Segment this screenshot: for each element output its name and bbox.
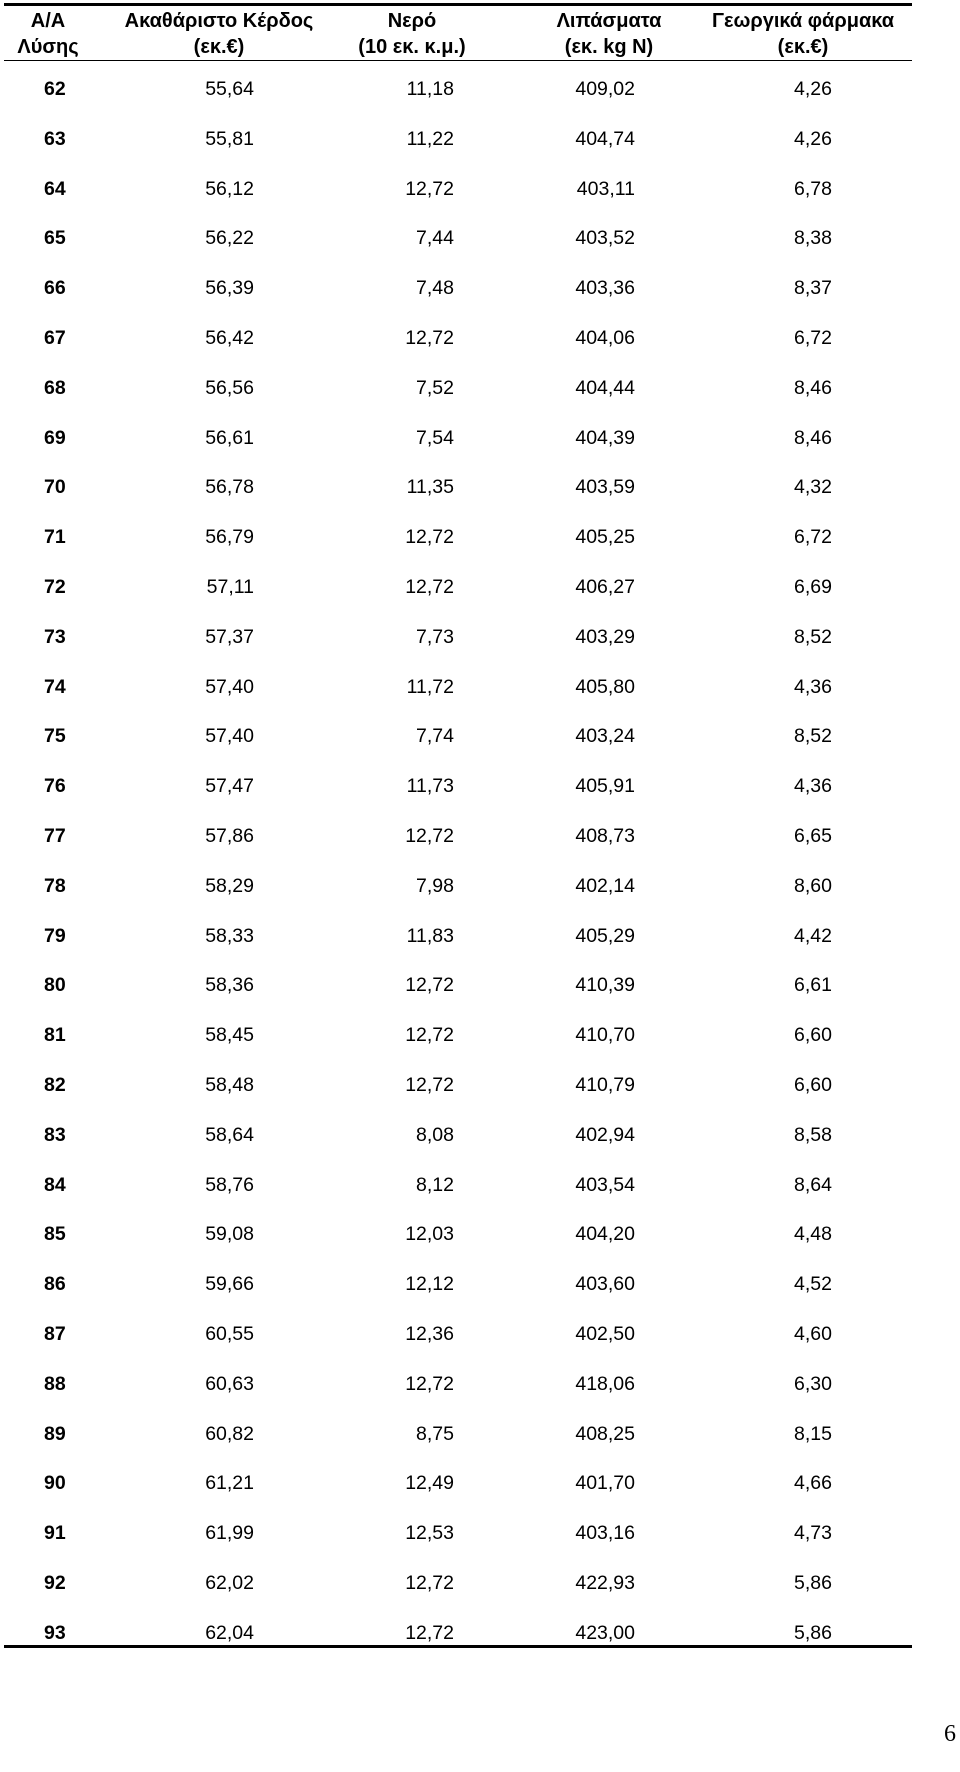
- cell-solution-id: 73: [44, 625, 66, 648]
- cell-fertilizers: 402,94: [575, 1123, 635, 1146]
- cell-pesticides: 8,46: [794, 426, 832, 449]
- cell-solution-id: 86: [44, 1273, 66, 1296]
- cell-fertilizers: 405,29: [575, 924, 635, 947]
- cell-gross-profit: 57,47: [205, 775, 254, 798]
- cell-solution-id: 74: [44, 675, 66, 698]
- cell-pesticides: 8,58: [794, 1123, 832, 1146]
- cell-fertilizers: 401,70: [575, 1472, 635, 1495]
- cell-fertilizers: 403,59: [575, 476, 635, 499]
- cell-gross-profit: 56,12: [205, 177, 254, 200]
- cell-water: 7,52: [416, 376, 454, 399]
- cell-pesticides: 6,72: [794, 526, 832, 549]
- cell-solution-id: 84: [44, 1173, 66, 1196]
- cell-gross-profit: 56,78: [205, 476, 254, 499]
- table-row: [4, 73, 912, 123]
- cell-solution-id: 81: [44, 1024, 66, 1047]
- cell-solution-id: 82: [44, 1073, 66, 1096]
- table-row: [4, 1517, 912, 1567]
- cell-pesticides: 4,66: [794, 1472, 832, 1495]
- cell-solution-id: 67: [44, 326, 66, 349]
- cell-solution-id: 88: [44, 1372, 66, 1395]
- cell-fertilizers: 409,02: [575, 78, 635, 100]
- cell-fertilizers: 403,16: [575, 1522, 635, 1545]
- cell-solution-id: 87: [44, 1322, 66, 1345]
- cell-pesticides: 4,26: [794, 127, 832, 150]
- table-top-rule: [4, 3, 912, 6]
- cell-pesticides: 4,36: [794, 675, 832, 698]
- cell-gross-profit: 55,64: [205, 78, 254, 100]
- cell-water: 11,18: [406, 78, 454, 100]
- cell-pesticides: 4,26: [794, 78, 832, 100]
- cell-gross-profit: 56,61: [205, 426, 254, 449]
- cell-solution-id: 92: [44, 1571, 66, 1594]
- cell-water: 11,72: [406, 675, 454, 698]
- cell-fertilizers: 403,52: [575, 227, 635, 250]
- cell-pesticides: 6,60: [794, 1024, 832, 1047]
- cell-solution-id: 76: [44, 775, 66, 798]
- cell-pesticides: 4,60: [794, 1322, 832, 1345]
- cell-solution-id: 66: [44, 277, 66, 300]
- cell-fertilizers: 402,14: [575, 874, 635, 897]
- cell-fertilizers: 403,11: [576, 177, 635, 200]
- header-rule: [4, 60, 912, 61]
- cell-solution-id: 80: [44, 974, 66, 997]
- cell-pesticides: 6,72: [794, 326, 832, 349]
- cell-pesticides: 6,61: [794, 974, 832, 997]
- cell-water: 12,49: [405, 1472, 454, 1495]
- cell-pesticides: 4,48: [794, 1223, 832, 1246]
- table-row: [4, 1318, 912, 1368]
- cell-pesticides: 6,78: [794, 177, 832, 200]
- cell-pesticides: 8,52: [794, 625, 832, 648]
- cell-gross-profit: 56,56: [205, 376, 254, 399]
- table-row: [4, 920, 912, 970]
- cell-pesticides: 8,46: [794, 376, 832, 399]
- cell-fertilizers: 410,79: [575, 1073, 635, 1096]
- table-row: [4, 1617, 912, 1667]
- cell-water: 12,72: [405, 575, 454, 598]
- cell-gross-profit: 60,55: [205, 1322, 254, 1345]
- cell-fertilizers: 423,00: [575, 1621, 635, 1644]
- cell-fertilizers: 403,29: [575, 625, 635, 648]
- cell-gross-profit: 60,82: [205, 1422, 254, 1445]
- cell-water: 11,73: [406, 775, 454, 798]
- cell-fertilizers: 410,39: [575, 974, 635, 997]
- table-row: [4, 1169, 912, 1219]
- cell-gross-profit: 57,40: [205, 725, 254, 748]
- cell-gross-profit: 55,81: [205, 127, 254, 150]
- cell-water: 12,36: [405, 1322, 454, 1345]
- table-row: [4, 1418, 912, 1468]
- cell-solution-id: 69: [44, 426, 66, 449]
- table-row: [4, 521, 912, 571]
- cell-pesticides: 6,65: [794, 824, 832, 847]
- cell-fertilizers: 403,54: [575, 1173, 635, 1196]
- table-row: [4, 1368, 912, 1418]
- cell-solution-id: 70: [44, 476, 66, 499]
- cell-water: 7,74: [416, 725, 454, 748]
- header-fertilizers: Λιπάσματα (εκ. kg N): [556, 10, 662, 58]
- header-pesticides: Γεωργικά φάρμακα (εκ.€): [711, 10, 895, 58]
- cell-water: 12,72: [405, 1571, 454, 1594]
- table-row: [4, 671, 912, 721]
- cell-pesticides: 6,30: [794, 1372, 832, 1395]
- cell-pesticides: 8,15: [794, 1422, 832, 1445]
- cell-water: 12,72: [405, 1621, 454, 1644]
- cell-fertilizers: 405,80: [575, 675, 635, 698]
- cell-water: 7,73: [416, 625, 454, 648]
- cell-water: 12,72: [405, 526, 454, 549]
- cell-solution-id: 72: [44, 575, 66, 598]
- cell-gross-profit: 56,79: [205, 526, 254, 549]
- cell-pesticides: 6,69: [794, 575, 832, 598]
- cell-pesticides: 6,60: [794, 1073, 832, 1096]
- cell-gross-profit: 61,99: [205, 1522, 254, 1545]
- cell-gross-profit: 58,64: [205, 1123, 254, 1146]
- cell-solution-id: 75: [44, 725, 66, 748]
- cell-water: 8,12: [416, 1173, 454, 1196]
- cell-solution-id: 63: [44, 127, 66, 150]
- table-bottom-rule: [4, 1645, 912, 1648]
- cell-water: 11,83: [406, 924, 454, 947]
- cell-pesticides: 4,52: [794, 1273, 832, 1296]
- cell-fertilizers: 405,25: [575, 526, 635, 549]
- table-row: [4, 173, 912, 223]
- cell-water: 12,72: [405, 1024, 454, 1047]
- cell-solution-id: 65: [44, 227, 66, 250]
- cell-gross-profit: 58,36: [205, 974, 254, 997]
- cell-water: 11,22: [406, 127, 454, 150]
- cell-pesticides: 8,52: [794, 725, 832, 748]
- cell-solution-id: 62: [44, 78, 66, 100]
- cell-solution-id: 91: [44, 1522, 66, 1545]
- cell-solution-id: 83: [44, 1123, 66, 1146]
- cell-gross-profit: 57,11: [206, 575, 254, 598]
- table-row: [4, 621, 912, 671]
- cell-water: 12,72: [405, 824, 454, 847]
- cell-gross-profit: 58,29: [205, 874, 254, 897]
- cell-fertilizers: 418,06: [575, 1372, 635, 1395]
- cell-solution-id: 77: [44, 824, 66, 847]
- cell-fertilizers: 404,20: [575, 1223, 635, 1246]
- page-number: 6: [944, 1721, 956, 1747]
- cell-gross-profit: 58,45: [205, 1024, 254, 1047]
- cell-water: 11,35: [406, 476, 454, 499]
- cell-water: 12,72: [405, 177, 454, 200]
- table-body: [4, 73, 912, 1667]
- cell-pesticides: 8,64: [794, 1173, 832, 1196]
- cell-pesticides: 8,38: [794, 227, 832, 250]
- table-row: [4, 969, 912, 1019]
- table-row: [4, 123, 912, 173]
- table-row: [4, 222, 912, 272]
- cell-gross-profit: 62,04: [205, 1621, 254, 1644]
- table-row: [4, 1218, 912, 1268]
- cell-water: 7,54: [416, 426, 454, 449]
- cell-water: 7,44: [416, 227, 454, 250]
- cell-gross-profit: 57,86: [205, 824, 254, 847]
- header-water: Νερό (10 εκ. κ.μ.): [358, 10, 466, 58]
- cell-gross-profit: 59,08: [205, 1223, 254, 1246]
- cell-fertilizers: 410,70: [575, 1024, 635, 1047]
- cell-fertilizers: 408,25: [575, 1422, 635, 1445]
- table-row: [4, 471, 912, 521]
- cell-gross-profit: 56,22: [205, 227, 254, 250]
- cell-gross-profit: 58,76: [205, 1173, 254, 1196]
- cell-solution-id: 93: [44, 1621, 66, 1644]
- cell-fertilizers: 403,36: [575, 277, 635, 300]
- table-row: [4, 1019, 912, 1069]
- cell-pesticides: 5,86: [794, 1571, 832, 1594]
- cell-fertilizers: 408,73: [575, 824, 635, 847]
- cell-water: 8,75: [416, 1422, 454, 1445]
- cell-fertilizers: 403,60: [575, 1273, 635, 1296]
- table-row: [4, 372, 912, 422]
- table-row: [4, 720, 912, 770]
- table-row: [4, 870, 912, 920]
- cell-solution-id: 85: [44, 1223, 66, 1246]
- cell-water: 8,08: [416, 1123, 454, 1146]
- cell-fertilizers: 404,74: [575, 127, 635, 150]
- cell-pesticides: 8,60: [794, 874, 832, 897]
- cell-gross-profit: 60,63: [205, 1372, 254, 1395]
- cell-fertilizers: 403,24: [575, 725, 635, 748]
- header-solution-id: Α/Α Λύσης: [17, 10, 79, 58]
- cell-water: 7,48: [416, 277, 454, 300]
- table-row: [4, 571, 912, 621]
- cell-gross-profit: 57,40: [205, 675, 254, 698]
- cell-solution-id: 71: [44, 526, 66, 549]
- cell-water: 12,12: [405, 1273, 454, 1296]
- cell-solution-id: 68: [44, 376, 66, 399]
- table-row: [4, 1069, 912, 1119]
- header-gross-profit: Ακαθάριστο Κέρδος (εκ.€): [124, 10, 314, 58]
- cell-water: 12,72: [405, 1372, 454, 1395]
- cell-solution-id: 90: [44, 1472, 66, 1495]
- cell-gross-profit: 61,21: [205, 1472, 254, 1495]
- cell-gross-profit: 59,66: [205, 1273, 254, 1296]
- table-header: [4, 8, 912, 60]
- cell-pesticides: 4,73: [794, 1522, 832, 1545]
- cell-water: 12,53: [405, 1522, 454, 1545]
- cell-fertilizers: 406,27: [575, 575, 635, 598]
- cell-water: 7,98: [416, 874, 454, 897]
- cell-fertilizers: 404,06: [575, 326, 635, 349]
- cell-gross-profit: 56,42: [205, 326, 254, 349]
- cell-pesticides: 4,32: [794, 476, 832, 499]
- table-row: [4, 1268, 912, 1318]
- cell-pesticides: 8,37: [794, 277, 832, 300]
- cell-water: 12,72: [405, 326, 454, 349]
- cell-gross-profit: 58,48: [205, 1073, 254, 1096]
- table-row: [4, 1567, 912, 1617]
- table-row: [4, 422, 912, 472]
- cell-pesticides: 5,86: [794, 1621, 832, 1644]
- table-row: [4, 272, 912, 322]
- cell-solution-id: 79: [44, 924, 66, 947]
- cell-solution-id: 64: [44, 177, 66, 200]
- cell-water: 12,03: [405, 1223, 454, 1246]
- cell-water: 12,72: [405, 1073, 454, 1096]
- cell-solution-id: 78: [44, 874, 66, 897]
- cell-fertilizers: 404,44: [575, 376, 635, 399]
- cell-fertilizers: 405,91: [575, 775, 635, 798]
- table-row: [4, 1467, 912, 1517]
- table-row: [4, 820, 912, 870]
- cell-gross-profit: 56,39: [205, 277, 254, 300]
- cell-water: 12,72: [405, 974, 454, 997]
- cell-fertilizers: 402,50: [575, 1322, 635, 1345]
- cell-solution-id: 89: [44, 1422, 66, 1445]
- cell-gross-profit: 58,33: [205, 924, 254, 947]
- cell-fertilizers: 404,39: [575, 426, 635, 449]
- cell-fertilizers: 422,93: [575, 1571, 635, 1594]
- cell-gross-profit: 62,02: [205, 1571, 254, 1594]
- cell-gross-profit: 57,37: [205, 625, 254, 648]
- table-row: [4, 322, 912, 372]
- cell-pesticides: 4,36: [794, 775, 832, 798]
- cell-pesticides: 4,42: [794, 924, 832, 947]
- table-row: [4, 770, 912, 820]
- table-row: [4, 1119, 912, 1169]
